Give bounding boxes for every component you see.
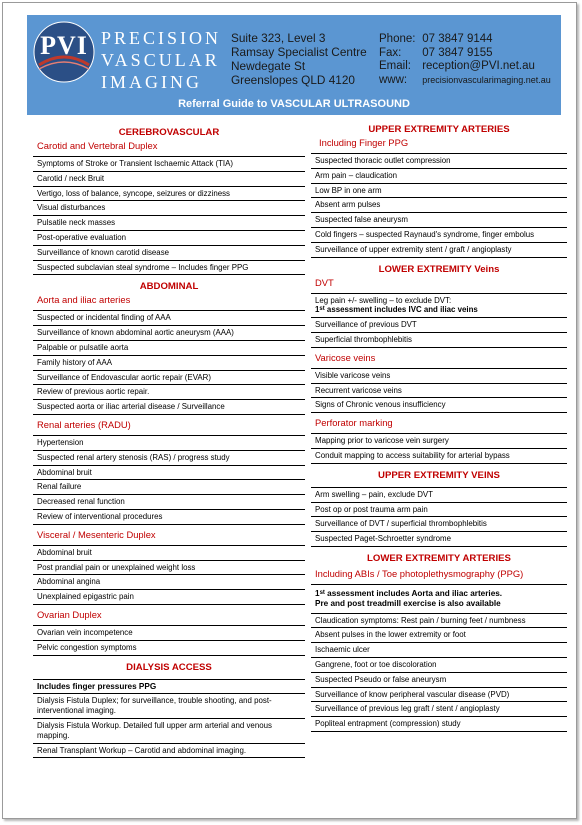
list-item: Dialysis Fistula Workup. Detailed full upper arm arterial and venous mapping.: [33, 719, 305, 744]
section-abdominal: [33, 275, 305, 655]
list-item: Suspected thoracic outlet compression: [311, 154, 567, 169]
fax-number: 07 3847 9155: [422, 46, 493, 59]
ordinal-suffix: st: [319, 589, 325, 596]
phone-label: Phone:: [379, 33, 416, 45]
list-item: Symptoms of Stroke or Transient Ischaemic Attack (TIA): [33, 157, 305, 172]
section-heading: UPPER EXTREMITY VEINS: [311, 464, 567, 488]
list-item: Surveillance of known carotid disease: [33, 246, 305, 261]
list-item: Renal Transplant Workup – Carotid and abdominal imaging.: [33, 744, 305, 759]
ordinal-number: 1: [315, 305, 320, 315]
list-item: Ischaemic ulcer: [311, 643, 567, 658]
right-column: [311, 121, 567, 732]
section-heading: DIALYSIS ACCESS: [33, 656, 305, 680]
ordinal-suffix: st: [319, 306, 325, 313]
list-item: Suspected or incidental finding of AAA: [33, 311, 305, 326]
list-item: Hypertension: [33, 436, 305, 451]
list-item: Ovarian vein incompetence: [33, 626, 305, 641]
list-item: Decreased renal function: [33, 495, 305, 510]
list-item: Claudication symptoms: Rest pain / burning feet / numbness: [311, 614, 567, 629]
item-list: [311, 488, 567, 547]
list-item: Suspected aorta or iliac arterial disease / Surveillance: [33, 400, 305, 415]
list-item: Post prandial pain or unexplained weight loss: [33, 561, 305, 576]
left-column: [33, 121, 305, 758]
ordinal-number: 1: [315, 588, 320, 598]
address-line: Ramsay Specialist Centre: [231, 45, 367, 59]
item-list: [33, 626, 305, 656]
item-list: [311, 434, 567, 464]
list-item: Signs of Chronic venous insufficiency: [311, 398, 567, 413]
item-list: [311, 154, 567, 258]
list-item: Dialysis Fistula Duplex; for surveillance, trouble shooting, and post-interventional imaging.: [33, 694, 305, 719]
brand-line-2: VASCULAR: [101, 50, 220, 70]
subsection-heading: Visceral / Mesenteric Duplex: [33, 525, 305, 546]
dvt-assessment-text: assessment includes IVC and iliac veins: [324, 305, 478, 315]
list-item: Suspected false aneurysm: [311, 213, 567, 228]
list-item: Family history of AAA: [33, 356, 305, 371]
guide-title: Referral Guide to VASCULAR ULTRASOUND: [178, 98, 410, 110]
item-list: [311, 369, 567, 413]
list-item: Pulsatile neck masses: [33, 216, 305, 231]
item-list: [33, 311, 305, 415]
section-cerebrovascular: [33, 121, 305, 275]
email-link[interactable]: reception@PVI.net.au: [422, 60, 535, 72]
section-heading: ABDOMINAL: [139, 281, 199, 293]
list-item: Suspected Pseudo or false aneurysm: [311, 673, 567, 688]
section-upper-extremity-veins: [311, 464, 567, 547]
section-dialysis-access: [33, 656, 305, 759]
subsection-heading: DVT: [311, 276, 567, 294]
list-item: Surveillance of Endovascular aortic repair (EVAR): [33, 371, 305, 386]
address-block: [231, 31, 367, 87]
list-item: Low BP in one arm: [311, 184, 567, 199]
address-line: Newdegate St: [231, 59, 306, 73]
contact-block: [379, 33, 551, 87]
subsection-heading: Perforator marking: [311, 413, 567, 434]
list-item: Unexplained epigastric pain: [33, 590, 305, 605]
subsection-heading: Aorta and iliac arteries: [33, 293, 305, 311]
list-item: Review of previous aortic repair.: [33, 385, 305, 400]
list-item: Post op or post trauma arm pain: [311, 503, 567, 518]
subsection-heading: Varicose veins: [311, 348, 567, 369]
item-list: [33, 157, 305, 275]
list-item: Mapping prior to varicose vein surgery: [311, 434, 567, 449]
list-item: Abdominal angina: [33, 575, 305, 590]
brand-line-1: PRECISION: [101, 28, 222, 48]
list-item: Abdominal bruit: [33, 546, 305, 561]
fax-label: Fax:: [379, 46, 402, 59]
subsection-heading: Including Finger PPG: [311, 136, 567, 154]
list-item: Surveillance of previous DVT: [311, 318, 567, 333]
item-list: [33, 546, 305, 605]
list-item: Cold fingers – suspected Raynaud's syndrome, finger embolus: [311, 228, 567, 243]
list-item: Arm pain – claudication: [311, 169, 567, 184]
list-item: Palpable or pulsatile aorta: [33, 341, 305, 356]
list-item: Surveillance of know peripheral vascular disease (PVD): [311, 688, 567, 703]
item-list: [311, 585, 567, 732]
assessment-line-2: Pre and post treadmill exercise is also available: [315, 598, 501, 608]
subsection-heading: Renal arteries (RADU): [33, 415, 305, 436]
header-banner: [27, 15, 561, 115]
assessment-line-1: assessment includes Aorta and iliac arteries.: [324, 588, 503, 598]
subsection-heading: Ovarian Duplex: [33, 605, 305, 626]
list-item: Visible varicose veins: [311, 369, 567, 384]
list-item: Absent arm pulses: [311, 198, 567, 213]
list-item: Surveillance of known abdominal aortic aneurysm (AAA): [33, 326, 305, 341]
web-label: www:: [379, 73, 408, 86]
list-item-bold: [311, 585, 567, 614]
list-item: Suspected renal artery stenosis (RAS) / progress study: [33, 451, 305, 466]
referral-sheet: [2, 2, 577, 819]
dvt-line-1: Leg pain +/- swelling – to exclude DVT:: [315, 295, 452, 305]
subsection-heading: Including ABIs / Toe photoplethysmography (PPG): [311, 565, 567, 585]
item-list: [33, 680, 305, 759]
section-heading: UPPER EXTREMITY ARTERIES: [368, 124, 510, 135]
brand-line-3: IMAGING: [101, 72, 202, 92]
list-item: Abdominal bruit: [33, 466, 305, 481]
list-item: Surveillance of DVT / superficial thrombophlebitis: [311, 517, 567, 532]
section-lower-extremity-arteries: [311, 547, 567, 732]
list-item: Carotid / neck Bruit: [33, 172, 305, 187]
logo-text: PVI: [40, 31, 88, 60]
section-heading: CEREBROVASCULAR: [118, 127, 220, 138]
list-item: Pelvic congestion symptoms: [33, 641, 305, 656]
section-lower-extremity-veins: [311, 258, 567, 464]
list-item: Vertigo, loss of balance, syncope, seizures or dizziness: [33, 187, 305, 202]
list-item: Suspected Paget-Schroetter syndrome: [311, 532, 567, 547]
dvt-line-2: [315, 305, 567, 315]
section-heading: LOWER EXTREMITY ARTERIES: [367, 552, 511, 564]
subsection-heading: Carotid and Vertebral Duplex: [33, 139, 305, 157]
list-item-bold: Includes finger pressures PPG: [33, 680, 305, 695]
section-upper-extremity-arteries: [311, 121, 567, 258]
list-item: Gangrene, foot or toe discoloration: [311, 658, 567, 673]
list-item: Renal failure: [33, 480, 305, 495]
list-item: Arm swelling – pain, exclude DVT: [311, 488, 567, 503]
list-item: Absent pulses in the lower extremity or foot: [311, 628, 567, 643]
list-item: Surveillance of upper extremity stent / graft / angioplasty: [311, 243, 567, 258]
list-item: Popliteal entrapment (compression) study: [311, 717, 567, 732]
item-list: [311, 294, 567, 348]
list-item: Recurrent varicose veins: [311, 384, 567, 399]
phone-number: 07 3847 9144: [422, 33, 493, 45]
address-line: Greenslopes QLD 4120: [231, 73, 355, 87]
email-label: Email:: [379, 60, 411, 72]
list-item: Superficial thrombophlebitis: [311, 333, 567, 348]
list-item: Review of interventional procedures: [33, 510, 305, 525]
list-item: Surveillance of previous leg graft / stent / angioplasty: [311, 702, 567, 717]
list-item: Visual disturbances: [33, 201, 305, 216]
website-link[interactable]: precisionvascularimaging.net.au: [422, 74, 551, 85]
list-item: Conduit mapping to access suitability for arterial bypass: [311, 449, 567, 464]
list-item: Post-operative evaluation: [33, 231, 305, 246]
item-list: [33, 436, 305, 525]
address-line: Suite 323, Level 3: [231, 31, 326, 45]
list-item: [311, 294, 567, 319]
list-item: Suspected subclavian steal syndrome – Includes finger PPG: [33, 261, 305, 276]
section-heading: LOWER EXTREMITY Veins: [378, 263, 500, 275]
